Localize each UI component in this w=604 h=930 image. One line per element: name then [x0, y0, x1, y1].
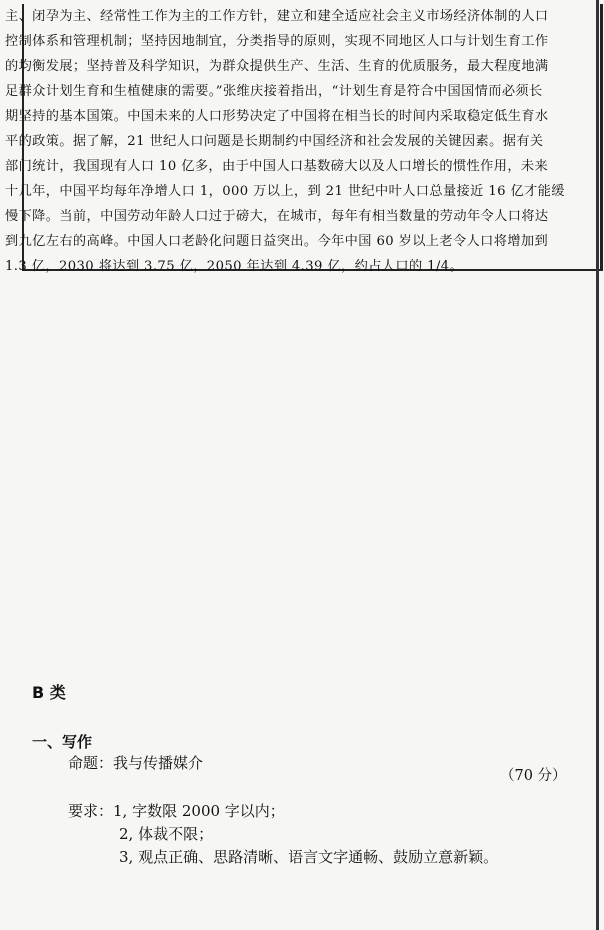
requirement-item: 2, 体裁不限； [119, 825, 214, 843]
passage-line: 足群众计划生育和生植健康的需要。”张维庆接着指出，“计划生育是符合中国国情而必须长 [5, 84, 543, 99]
passage-line: 十几年，中国平均每年净增人口 1，000 万以上，到 21 世纪中叶人口总量接近 16 亿才能缓 [5, 184, 565, 199]
writing-score: （70 分） [500, 768, 567, 784]
passage-line: 平的政策。据了解，21 世纪人口问题是长期制约中国经济和社会发展的关键因素。据有关 [5, 134, 544, 149]
passage-line: 1.3 亿，2030 将达到 3.75 亿，2050 年达到 4.39 亿，约占人口的 1/4。 [5, 259, 464, 274]
passage-line: 部门统计，我国现有人口 10 亿多，由于中国人口基数磅大以及人口增长的惯性作用，未来 [5, 159, 549, 174]
writing-heading: 一、写作 [32, 733, 93, 751]
requirement-item: 1, 字数限 2000 字以内； [113, 802, 285, 820]
passage-line: 到九亿左右的高峰。中国人口老龄化问题日益突出。今年中国 60 岁以上老令人口将增加到 [5, 234, 549, 249]
right-margin-rule [596, 0, 599, 930]
passage-line: 的均衡发展；坚持普及科学知识，为群众提供生产、生活、生育的优质服务，最大程度地满 [5, 59, 549, 74]
requirement-line [68, 800, 498, 823]
requirement-item: 3, 观点正确、思路清晰、语言文字通畅、鼓励立意新颖。 [119, 848, 499, 866]
passage-line: 期坚持的基本国策。中国未来的人口形势决定了中国将在相当长的时间内采取稳定低生育水 [5, 109, 549, 124]
section-b-heading: B 类 [32, 683, 66, 702]
passage-text [5, 4, 591, 279]
passage-line: 主、闭孕为主、经常性工作为主的工作方针，建立和建全适应社会主义市场经济体制的人口 [5, 9, 549, 24]
requirements-label: 要求： [68, 802, 114, 820]
requirements-block [68, 800, 498, 869]
passage-line: 慢下降。当前，中国劳动年龄人口过于磅大，在城市，每年有相当数量的劳动年令人口将达 [5, 209, 549, 224]
writing-topic: 命题：我与传播媒介 [68, 754, 204, 772]
passage-line: 控制体系和管理机制；坚持因地制宜，分类指导的原则，实现不同地区人口与计划生育工作 [5, 34, 549, 49]
